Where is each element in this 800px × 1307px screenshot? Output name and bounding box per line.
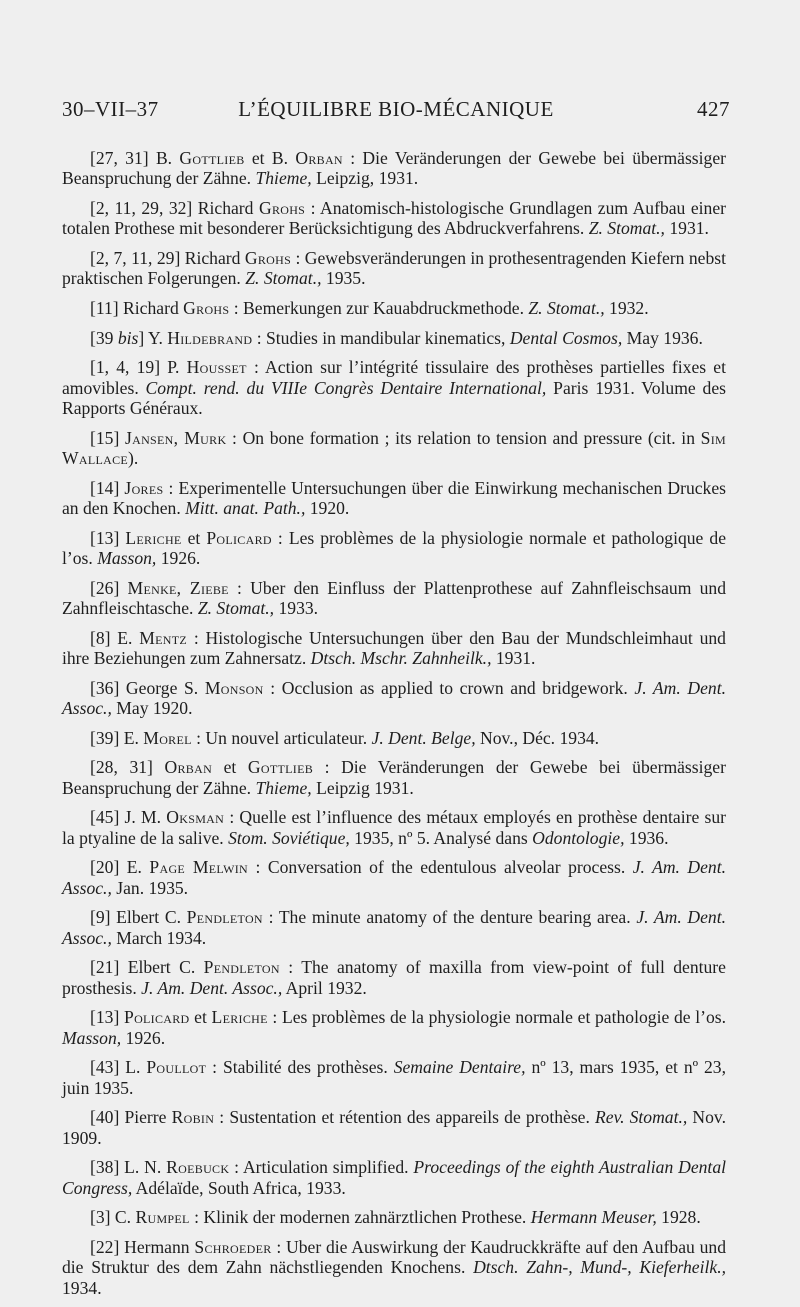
reference-text: : Uber die Auswirkung der Kaudruckkräfte auf den Aufbau und die Struktur des dem Zahn nächstliegenden Knochens.	[62, 1236, 726, 1278]
reference-text: : Studies in mandibular kinematics,	[252, 327, 510, 348]
reference-text: Z. Stomat.,	[245, 268, 322, 289]
reference-text: : Articulation simplified.	[229, 1157, 414, 1178]
reference-text: [8] E.	[90, 627, 140, 648]
reference-entry	[62, 578, 726, 619]
reference-text: : Conversation of the edentulous alveolar process.	[248, 857, 633, 878]
reference-text: J. Am. Dent. Assoc.,	[141, 977, 283, 998]
reference-entry	[62, 957, 726, 998]
reference-text: [27, 31] B.	[90, 148, 180, 168]
reference-text: 1936.	[624, 827, 669, 848]
reference-text: Paris 1931. Volume des Rapports Généraux.	[62, 377, 726, 418]
reference-text: Jan. 1935.	[111, 877, 189, 898]
reference-text: Orban	[295, 148, 343, 168]
reference-text: Housset	[186, 357, 247, 378]
reference-text: J. Am. Dent. Assoc.,	[62, 677, 726, 718]
reference-entry	[62, 1237, 726, 1298]
reference-text: Robin	[171, 1107, 215, 1128]
reference-text: et	[189, 1007, 212, 1028]
reference-text: [43] L.	[90, 1057, 147, 1078]
reference-text: Dtsch. Zahn-, Mund-, Kieferheilk.,	[473, 1257, 726, 1278]
reference-text: : The anatomy of maxilla from view-point of full denture prosthesis.	[62, 957, 726, 998]
header-date: 30–VII–37	[62, 97, 159, 121]
reference-text: Compt. rend. du VIIIe Congrès Dentaire International,	[145, 377, 547, 398]
reference-text: Orban	[164, 757, 213, 778]
reference-text: Masson,	[62, 1027, 122, 1048]
reference-text: : Les problèmes de la physiologie normale et pathologique de l’os.	[62, 527, 727, 568]
reference-text: Hildebrand	[167, 327, 253, 348]
reference-text: Mitt. anat. Path.,	[185, 498, 306, 518]
reference-text: Adélaïde, South Africa, 1933.	[132, 1177, 346, 1198]
reference-entry	[62, 807, 726, 848]
reference-text: Semaine Dentaire,	[393, 1057, 526, 1078]
reference-entry	[62, 198, 726, 239]
reference-text: Menke, Ziebe	[127, 577, 229, 598]
reference-entry	[62, 248, 726, 289]
reference-text: [28, 31]	[90, 757, 165, 778]
reference-text: Thieme,	[255, 777, 312, 798]
reference-text: Gottlieb	[179, 148, 245, 168]
reference-text: : Anatomisch-histologische Grundlagen zum Aufbau einer totalen Prothese mit besonderer Berücksichtigung des Abdruckverfahrens.	[62, 198, 726, 239]
reference-entry	[62, 628, 726, 669]
reference-text: : Un nouvel articulateur.	[191, 727, 372, 748]
reference-entry	[62, 357, 726, 418]
reference-text: Z. Stomat.,	[528, 298, 605, 318]
reference-entry	[62, 328, 726, 348]
reference-text: Poullot	[146, 1057, 207, 1078]
reference-text: Grohs	[183, 298, 230, 318]
reference-text: 1928.	[656, 1207, 701, 1228]
reference-text: : Occlusion as applied to crown and bridgework.	[263, 677, 635, 698]
reference-text: March 1934.	[111, 927, 207, 948]
reference-text: Nov. 1909.	[62, 1107, 726, 1148]
reference-text: Pendleton	[203, 957, 280, 978]
reference-text: 1931.	[491, 648, 536, 668]
reference-entry	[62, 148, 726, 189]
reference-text: [38] L. N.	[90, 1157, 167, 1178]
reference-text: [26]	[90, 577, 128, 598]
reference-text: : Klinik der modernen zahnärztlichen Prothese.	[189, 1207, 531, 1228]
reference-text: et B.	[244, 148, 296, 168]
reference-text: Dtsch. Mschr. Zahnheilk.,	[310, 648, 492, 668]
reference-text: Hermann Meuser,	[530, 1207, 657, 1228]
reference-text: : Les problèmes de la physiologie normale et pathologie de l’os.	[267, 1007, 726, 1028]
reference-text: Roebuck	[166, 1157, 230, 1178]
reference-text: Stom. Soviétique,	[228, 827, 350, 848]
reference-text: 1935.	[321, 268, 366, 289]
reference-entry	[62, 478, 726, 519]
reference-text: : Uber den Einfluss der Plattenprothese auf Zahnfleischsaum und Zahnfleischtasche.	[62, 577, 726, 618]
reference-text: Z. Stomat.,	[197, 598, 275, 618]
reference-entry	[62, 428, 726, 469]
reference-entry	[62, 1107, 726, 1148]
reference-text: 1934.	[62, 1277, 102, 1298]
reference-text: 1933.	[274, 598, 319, 618]
reference-text: : Die Veränderungen der Gewebe bei übermässiger Beanspruchung der Zähne.	[62, 757, 726, 798]
reference-text: bis	[117, 327, 139, 348]
reference-text: Nov., Déc. 1934.	[475, 727, 600, 748]
reference-text: Policard	[206, 527, 272, 548]
reference-text: May 1936.	[622, 327, 703, 348]
reference-entry	[62, 907, 726, 948]
reference-text: Oksman	[166, 807, 225, 828]
reference-text: Grohs	[258, 198, 306, 218]
reference-text: Odontologie,	[532, 827, 625, 848]
header-title: L’ÉQUILIBRE BIO-MÉCANIQUE	[238, 97, 554, 121]
reference-text: [3] C.	[90, 1207, 136, 1228]
reference-text: ] Y.	[138, 327, 168, 348]
reference-text: : Experimentelle Untersuchungen über die Einwirkung mechanischen Druckes an den Knochen.	[62, 477, 727, 518]
reference-text: Z. Stomat.,	[588, 218, 665, 239]
reference-text: [14]	[90, 477, 125, 498]
reference-text: [22] Hermann	[90, 1236, 195, 1257]
reference-text: ).	[128, 448, 139, 468]
reference-entry	[62, 857, 726, 898]
reference-text: : On bone formation ; its relation to tension and pressure (cit. in	[226, 427, 701, 448]
reference-text: Leriche	[125, 527, 182, 548]
reference-text: J. Dent. Belge,	[371, 727, 476, 748]
reference-text: Sim Wallace	[62, 427, 726, 468]
reference-text: [2, 7, 11, 29] Richard	[90, 248, 245, 268]
reference-text: 1931.	[664, 218, 709, 239]
reference-text: May 1920.	[111, 698, 193, 718]
reference-entry	[62, 728, 726, 748]
reference-text: : Histologische Untersuchungen über den Bau der Mundschleimhaut und ihre Beziehungen zum Zahnersatz.	[62, 627, 726, 668]
reference-entry	[62, 1157, 726, 1198]
reference-text: [9] Elbert C.	[90, 907, 187, 928]
reference-text: 1920.	[305, 498, 350, 518]
reference-text: [39] E.	[90, 727, 144, 748]
reference-text: Gottlieb	[247, 757, 313, 778]
reference-text: : Action sur l’intégrité tissulaire des prothèses partielles fixes et amovibles.	[62, 357, 727, 398]
reference-text: [15]	[90, 427, 125, 448]
reference-text: : Stabilité des prothèses.	[206, 1057, 394, 1078]
running-header	[62, 97, 730, 125]
reference-entry	[62, 1057, 726, 1098]
reference-text: [36] George S.	[90, 677, 205, 698]
reference-list	[62, 148, 726, 1307]
reference-entry	[62, 678, 726, 719]
reference-text: Policard	[123, 1007, 190, 1028]
reference-text: Pendleton	[186, 907, 263, 928]
reference-text: [2, 11, 29, 32] Richard	[90, 198, 259, 218]
reference-text: [1, 4, 19] P.	[90, 357, 187, 378]
reference-text: Jores	[124, 477, 164, 498]
reference-entry	[62, 528, 726, 569]
reference-text: : Sustentation et rétention des appareils de prothèse.	[214, 1107, 596, 1128]
reference-text: [45] J. M.	[90, 807, 167, 828]
page-number: 427	[697, 97, 730, 121]
reference-text: : Die Veränderungen der Gewebe bei übermässiger Beanspruchung der Zähne.	[62, 148, 727, 189]
reference-text: Thieme,	[255, 168, 312, 189]
reference-text: 1935, nº 5. Analysé dans	[349, 827, 533, 848]
reference-text: Rumpel	[135, 1207, 190, 1228]
reference-text: [20] E.	[90, 857, 150, 878]
reference-text: Grohs	[244, 248, 292, 268]
reference-text: Jansen, Murk	[124, 427, 227, 448]
reference-text: [40] Pierre	[90, 1107, 172, 1128]
reference-text: Page Melwin	[149, 857, 249, 878]
reference-text: April 1932.	[282, 977, 367, 998]
reference-text: nº 13, mars 1935, et nº 23, juin 1935.	[62, 1057, 726, 1098]
reference-text: : Bemerkungen zur Kauabdruckmethode.	[229, 298, 529, 318]
reference-entry	[62, 1007, 726, 1048]
reference-text: [21] Elbert C.	[90, 957, 204, 978]
reference-text: [13]	[90, 1007, 124, 1028]
reference-text: Leipzig 1931.	[311, 777, 414, 798]
reference-entry	[62, 757, 726, 798]
reference-text: Mentz	[139, 627, 188, 648]
reference-text: Proceedings of the eighth Australian Dental Congress,	[62, 1157, 727, 1198]
reference-text: [39	[90, 327, 118, 348]
reference-text: J. Am. Dent. Assoc.,	[62, 857, 727, 898]
reference-text: Monson	[204, 677, 264, 698]
reference-text: 1926.	[156, 548, 201, 568]
reference-text: Masson,	[97, 548, 157, 568]
reference-text: Rev. Stomat.,	[595, 1107, 688, 1128]
reference-text: : The minute anatomy of the denture bearing area.	[262, 907, 637, 928]
reference-entry	[62, 298, 726, 318]
reference-text: : Quelle est l’influence des métaux employés en prothèse dentaire sur la ptyaline de la salive.	[62, 807, 727, 848]
reference-text: Leriche	[211, 1007, 268, 1028]
reference-text: 1932.	[604, 298, 649, 318]
reference-text: [11] Richard	[90, 298, 184, 318]
reference-entry	[62, 1207, 726, 1227]
reference-text: 1926.	[121, 1027, 166, 1048]
reference-text: Schroeder	[194, 1236, 272, 1257]
reference-text: J. Am. Dent. Assoc.,	[62, 907, 726, 948]
reference-text: [13]	[90, 527, 126, 548]
reference-text: Dental Cosmos,	[509, 327, 623, 348]
reference-text: : Gewebsveränderungen in prothesentragenden Kiefern nebst praktischen Folgerungen.	[62, 248, 726, 289]
reference-text: Leipzig, 1931.	[311, 168, 419, 189]
reference-text: Morel	[143, 727, 192, 748]
reference-text: et	[212, 757, 248, 778]
reference-text: et	[181, 527, 207, 548]
